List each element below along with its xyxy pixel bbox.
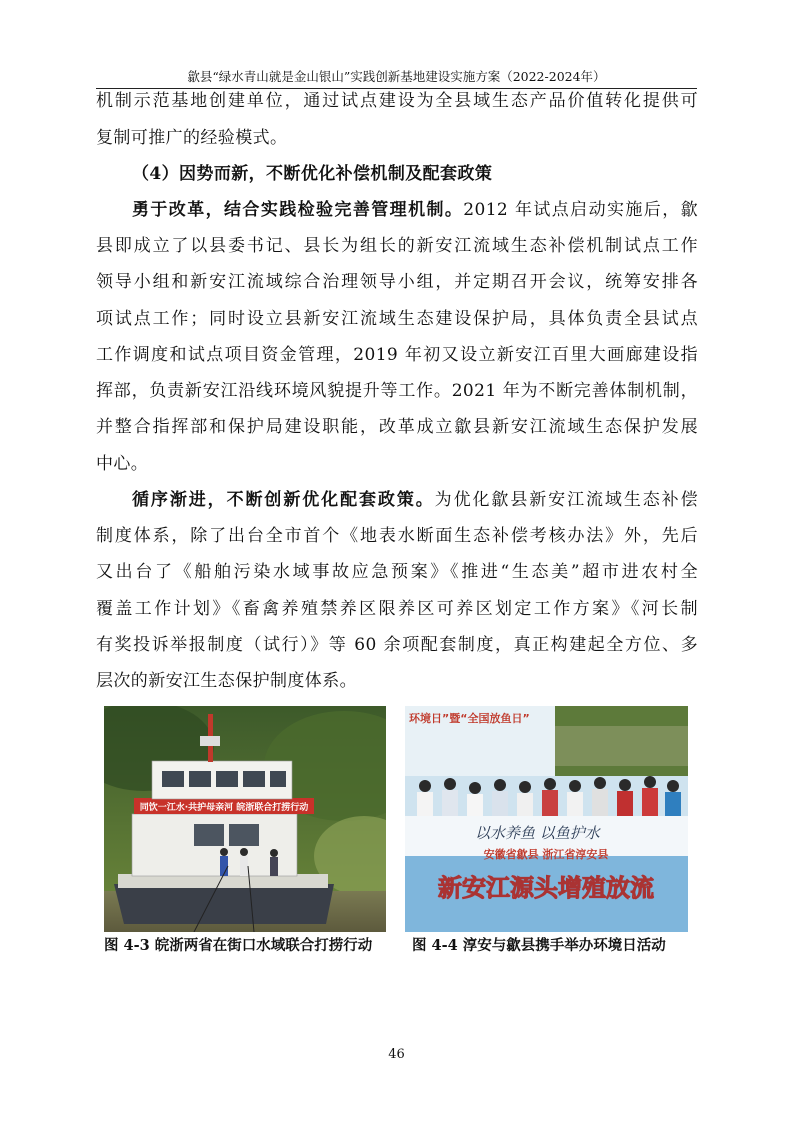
body-line: 领导小组和新安江流域综合治理领导小组，并定期召开会议，统筹安排各 xyxy=(96,272,698,292)
body-line: 又出台了《船舶污染水域事故应急预案》《推进“生态美”超市进农村全 xyxy=(96,562,698,582)
body-line: 有奖投诉举报制度（试行）》等 60 余项配套制度，真正构建起全方位、多 xyxy=(96,635,698,655)
figure-caption-4-3: 图 4-3 皖浙两省在街口水域联合打捞行动 xyxy=(104,937,373,954)
body-line: 制度体系，除了出台全市首个《地表水断面生态补偿考核办法》外，先后 xyxy=(96,526,698,546)
body-line: 中心。 xyxy=(96,454,149,474)
paragraph-text: 2012 年试点启动实施后，歙 xyxy=(463,200,698,220)
paragraph-lead: 勇于改革，结合实践检验完善管理机制。 xyxy=(132,200,464,220)
figure-caption-4-4: 图 4-4 淳安与歙县携手举办环境日活动 xyxy=(412,937,666,954)
body-line: 机制示范基地创建单位，通过试点建设为全县域生态产品价值转化提供可 xyxy=(96,91,698,111)
paragraph-text: 为优化歙县新安江流域生态补偿 xyxy=(434,490,698,510)
event-backdrop-title: 环境日”暨“全国放鱼日” xyxy=(409,712,530,725)
photo-fish-release-event xyxy=(405,706,688,932)
photo-boat-cleanup xyxy=(104,706,386,932)
paragraph-first-line xyxy=(132,197,698,223)
banner-script-text: 以水养鱼 以鱼护水 xyxy=(475,824,600,842)
banner-subtitle: 安徽省歙县 浙江省淳安县 xyxy=(483,848,609,861)
body-line: 工作调度和试点项目资金管理，2019 年初又设立新安江百里大画廊建设指 xyxy=(96,345,698,365)
body-line: 覆盖工作计划》《畜禽养殖禁养区限养区可养区划定工作方案》《河长制 xyxy=(96,599,698,619)
body-line: 县即成立了以县委书记、县长为组长的新安江流域生态补偿机制试点工作 xyxy=(96,236,698,256)
body-line: 并整合指挥部和保护局建设职能，改革成立歙县新安江流域生态保护发展 xyxy=(96,417,698,437)
running-header: 歙县“绿水青山就是金山银山”实践创新基地建设实施方案（2022-2024年） xyxy=(96,66,697,89)
page-number: 46 xyxy=(388,1047,405,1062)
body-line: 项试点工作；同时设立县新安江流域生态建设保护局，具体负责全县试点 xyxy=(96,309,698,329)
body-line: 层次的新安江生态保护制度体系。 xyxy=(96,671,357,691)
body-line: 复制可推广的经验模式。 xyxy=(96,128,288,148)
paragraph-lead: 循序渐进，不断创新优化配套政策。 xyxy=(132,490,435,510)
banner-main-title: 新安江源头增殖放流 xyxy=(438,874,654,902)
section-heading: （4）因势而新，不断优化补偿机制及配套政策 xyxy=(132,164,493,184)
paragraph-first-line xyxy=(132,487,698,513)
boat-banner-text: 同饮一江水·共护母亲河 皖浙联合打捞行动 xyxy=(139,803,309,813)
body-line: 挥部，负责新安江沿线环境风貌提升等工作。2021 年为不断完善体制机制， xyxy=(96,381,698,401)
